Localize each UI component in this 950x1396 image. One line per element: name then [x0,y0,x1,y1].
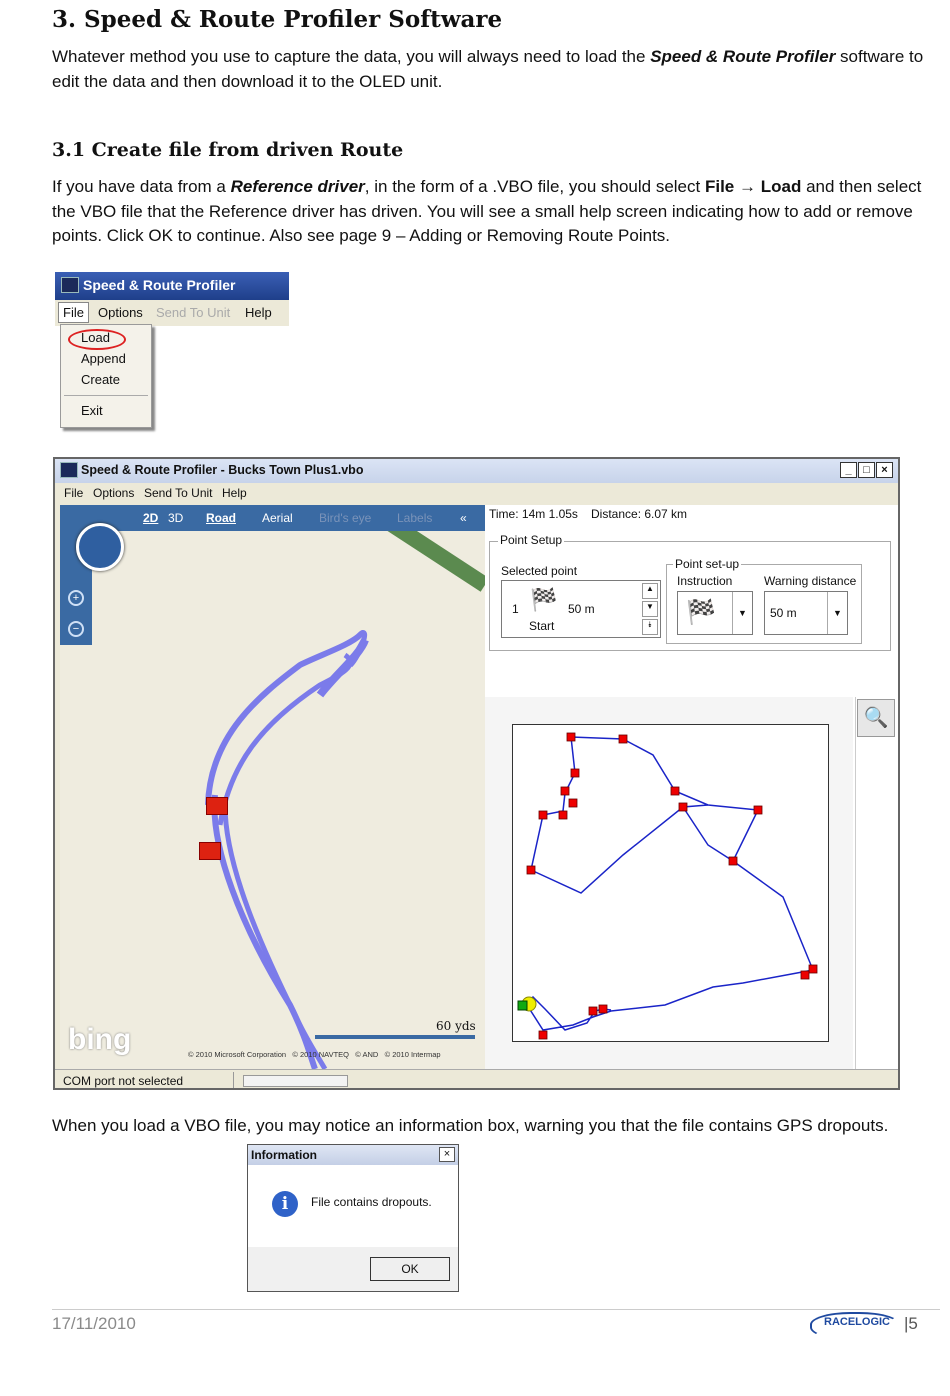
route-point [539,811,547,819]
map-3d-button[interactable]: 3D [168,511,184,525]
pan-control-icon[interactable] [76,523,124,571]
map-aerial-button[interactable]: Aerial [262,511,293,525]
menu-help[interactable]: Help [245,305,272,320]
intro-paragraph: Whatever method you use to capture the data, you will always need to load the Speed & Route Profiler software to edit the data and then download it to the OLED unit. [52,47,924,91]
route-point [809,965,817,973]
progress-bar [243,1075,348,1087]
chevron-down-icon[interactable]: ▼ [732,592,752,634]
close-icon[interactable]: × [439,1147,455,1162]
map-labels-button[interactable]: Labels [397,511,433,525]
map-canvas [60,505,485,1069]
menu-file[interactable]: File [64,486,84,500]
route-line [683,807,733,861]
app-icon [61,277,79,293]
instructions-paragraph: If you have data from a Reference driver, in the form of a .VBO file, you should select File → Load and then select the VBO file that the Reference driver has driven. You will see a small help screen indicating how to add or remove points. Click OK to continue. Also see page 9 – Adding or Removing Route Points. [52,177,922,245]
chequered-flag-icon: 🏁 [686,599,716,626]
info-icon: i [272,1191,298,1217]
finish-marker-icon [518,1001,527,1010]
map-scale-label: 60 yds [436,1019,476,1033]
overview-sidebar [855,697,898,1069]
point-setup-group [489,533,891,651]
instruction-label: Instruction [677,574,733,588]
route-overview-map[interactable] [512,724,829,1042]
route-point [567,733,575,741]
map-scale-bar [315,1035,475,1039]
selected-point-list[interactable] [501,580,661,638]
instruction-select[interactable] [677,591,753,635]
route-line [527,737,813,1030]
point-set-up-label: Point set-up [675,557,740,571]
map-side-controls [60,505,92,645]
map-toolbar [60,505,485,531]
route-point [619,735,627,743]
dialog-body [248,1165,458,1247]
dialog-message: File contains dropouts. [311,1195,432,1209]
point-number: 1 [512,602,519,616]
status-bar [55,1069,898,1090]
menu-options[interactable]: Options [93,486,135,500]
point-setup-label: Point Setup [500,533,563,547]
route-line [531,737,708,893]
status-divider [233,1072,234,1089]
menu-item-exit[interactable]: Exit [81,403,103,418]
route-point [569,799,577,807]
route-point [539,1031,547,1039]
route-points [527,733,817,1039]
selected-point-label: Selected point [501,564,578,578]
zoom-magnifier-icon[interactable]: 🔍 [857,699,895,737]
warning-distance-select[interactable] [764,591,848,635]
scroll-up-button[interactable]: ▲ [642,583,658,599]
route-point [801,971,809,979]
map-collapse-button[interactable]: « [460,511,467,525]
menu-item-load[interactable]: Load [81,330,110,345]
scroll-end-button[interactable]: ⯯ [642,619,658,635]
footer-divider [52,1309,940,1310]
file-dropdown [60,324,152,428]
main-window-screenshot [53,457,900,1090]
route-marker-icon[interactable] [206,797,228,815]
route-point [754,806,762,814]
page-number: |5 [904,1314,918,1333]
point-panel [485,505,898,1069]
close-button[interactable]: × [876,462,893,478]
dropouts-paragraph: When you load a VBO file, you may notice an information box, warning you that the file contains GPS dropouts. [52,1116,889,1135]
point-setup-up-group [666,557,862,644]
time-readout: Time: 14m 1.05s [489,507,578,521]
warning-distance-label: Warning distance [764,574,857,588]
bing-logo: bing [68,1023,132,1056]
map-birdseye-button[interactable]: Bird's eye [319,511,372,525]
status-text: COM port not selected [63,1074,184,1088]
menu-send-to-unit[interactable]: Send To Unit [156,305,231,320]
route-marker-icon[interactable] [199,842,221,860]
dialog-titlebar: Information [248,1145,458,1165]
route-point [589,1007,597,1015]
route-point [599,1005,607,1013]
map-view[interactable] [60,505,485,1069]
route-point [527,866,535,874]
route-point [571,769,579,777]
subsection-heading: 3.1 Create file from driven Route [52,139,404,161]
route-point [679,803,687,811]
racelogic-logo [810,1312,902,1342]
ok-button[interactable]: OK [370,1257,450,1281]
main-window-titlebar: Speed & Route Profiler - Bucks Town Plus1.vbo [55,459,898,483]
app-icon [60,462,78,478]
zoom-out-icon[interactable]: − [68,621,84,637]
logo-text: RACELOGIC [824,1316,890,1328]
map-2d-button[interactable]: 2D [143,511,159,525]
point-distance: 50 m [568,602,595,616]
menu-window-titlebar: Speed & Route Profiler [55,272,289,300]
route-point [671,787,679,795]
route-point [559,811,567,819]
route-point [729,857,737,865]
maximize-button[interactable]: □ [858,462,875,478]
chequered-flag-icon: 🏁 [530,587,558,612]
map-credits: © 2010 Microsoft Corporation © 2010 NAVTEQ © AND © 2010 Intermap [188,1050,441,1059]
menu-menubar [55,300,289,326]
menu-item-append[interactable]: Append [81,351,126,366]
scroll-down-button[interactable]: ▼ [642,601,658,617]
file-menu-screenshot [55,272,289,432]
menu-separator [64,395,148,396]
route-point [561,787,569,795]
footer-date: 17/11/2010 [52,1314,136,1333]
map-track [225,805,325,1069]
minimize-button[interactable]: _ [840,462,857,478]
section-heading: 3. Speed & Route Profiler Software [52,6,503,33]
menu-send-to-unit[interactable]: Send To Unit [144,486,213,500]
chevron-down-icon[interactable]: ▼ [827,592,847,634]
zoom-in-icon[interactable]: + [68,590,84,606]
menu-item-create[interactable]: Create [81,372,121,387]
map-road-button[interactable]: Road [206,511,236,525]
route-overview-svg [513,725,830,1043]
menu-help[interactable]: Help [222,486,247,500]
map-road [390,523,485,585]
point-name: Start [529,619,555,633]
distance-readout: Distance: 6.07 km [591,507,688,521]
menu-file[interactable]: File [58,302,89,323]
main-menubar [55,483,898,504]
menu-options[interactable]: Options [98,305,143,320]
warning-distance-value: 50 m [770,606,797,620]
information-dialog [247,1144,459,1292]
